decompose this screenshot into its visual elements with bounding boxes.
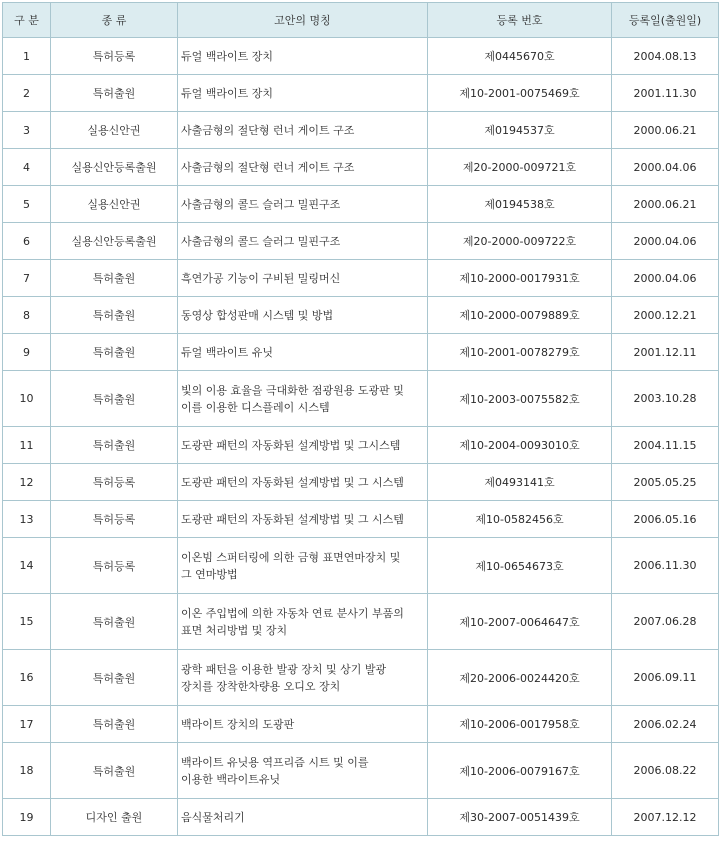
row-name: 사출금형의 절단형 런너 게이트 구조: [178, 149, 428, 186]
row-type: 특허출원: [51, 594, 178, 650]
row-date: 2000.06.21: [612, 186, 719, 223]
row-name: 사출금형의 콜드 슬러그 밀핀구조: [178, 186, 428, 223]
row-name: 음식물처리기: [178, 799, 428, 836]
row-name: 사출금형의 콜드 슬러그 밀핀구조: [178, 223, 428, 260]
row-name-line: 빛의 이용 효율을 극대화한 점광원용 도광판 및: [181, 383, 404, 397]
row-name-line: 광학 패턴을 이용한 발광 장치 및 상기 발광: [181, 662, 387, 676]
row-number: 19: [3, 799, 51, 836]
row-date: 2000.04.06: [612, 260, 719, 297]
row-reg-no: 제10-2003-0075582호: [428, 371, 612, 427]
row-name: 도광판 패턴의 자동화된 설계방법 및 그 시스템: [178, 501, 428, 538]
row-type: 특허출원: [51, 334, 178, 371]
row-name-line: 장치를 장착한차량용 오디오 장치: [181, 679, 341, 693]
row-type: 특허출원: [51, 260, 178, 297]
row-name: 사출금형의 절단형 런너 게이트 구조: [178, 112, 428, 149]
row-number: 15: [3, 594, 51, 650]
row-type: 특허출원: [51, 650, 178, 706]
row-reg-no: 제10-2004-0093010호: [428, 427, 612, 464]
table-row: [3, 334, 719, 371]
row-date: 2004.11.15: [612, 427, 719, 464]
row-reg-no: 제20-2000-009722호: [428, 223, 612, 260]
row-number: 17: [3, 706, 51, 743]
patent-table: [2, 2, 719, 836]
row-type: 특허출원: [51, 743, 178, 799]
row-type: 특허등록: [51, 501, 178, 538]
row-name-line: 이용한 백라이트유닛: [181, 772, 281, 786]
row-reg-no: 제10-2006-0079167호: [428, 743, 612, 799]
row-name-line: 표면 처리방법 및 장치: [181, 623, 288, 637]
row-type: 실용신안등록출원: [51, 149, 178, 186]
row-name-line: 이온빔 스퍼터링에 의한 금형 표면연마장치 및: [181, 550, 401, 564]
row-date: 2006.05.16: [612, 501, 719, 538]
row-reg-no: 제20-2006-0024420호: [428, 650, 612, 706]
header-date: 등록일(출원일): [612, 3, 719, 38]
table-row: [3, 743, 719, 799]
row-type: 특허출원: [51, 297, 178, 334]
row-reg-no: 제30-2007-0051439호: [428, 799, 612, 836]
table-row: [3, 501, 719, 538]
row-reg-no: 제10-2007-0064647호: [428, 594, 612, 650]
table-row: [3, 297, 719, 334]
row-number: 16: [3, 650, 51, 706]
row-name: [178, 743, 428, 799]
row-number: 12: [3, 464, 51, 501]
row-type: 디자인 출원: [51, 799, 178, 836]
header-no: 구 분: [3, 3, 51, 38]
row-name: 도광판 패턴의 자동화된 설계방법 및 그 시스템: [178, 464, 428, 501]
row-date: 2006.08.22: [612, 743, 719, 799]
row-name: 도광판 패턴의 자동화된 설계방법 및 그시스템: [178, 427, 428, 464]
row-number: 14: [3, 538, 51, 594]
row-type: 특허등록: [51, 538, 178, 594]
row-type: 특허출원: [51, 371, 178, 427]
row-reg-no: 제0445670호: [428, 38, 612, 75]
row-reg-no: 제10-0654673호: [428, 538, 612, 594]
row-type: 실용신안권: [51, 112, 178, 149]
table-header-row: [3, 3, 719, 38]
row-number: 5: [3, 186, 51, 223]
table-row: [3, 371, 719, 427]
row-date: 2003.10.28: [612, 371, 719, 427]
row-reg-no: 제10-0582456호: [428, 501, 612, 538]
table-row: [3, 75, 719, 112]
row-date: 2001.11.30: [612, 75, 719, 112]
table-row: [3, 464, 719, 501]
row-reg-no: 제10-2001-0075469호: [428, 75, 612, 112]
row-date: 2005.05.25: [612, 464, 719, 501]
row-name-line: 백라이트 유닛용 역프리즘 시트 및 이를: [181, 755, 369, 769]
table-row: [3, 223, 719, 260]
row-reg-no: 제0194538호: [428, 186, 612, 223]
row-number: 2: [3, 75, 51, 112]
row-number: 9: [3, 334, 51, 371]
table-row: [3, 706, 719, 743]
row-number: 7: [3, 260, 51, 297]
row-date: 2000.12.21: [612, 297, 719, 334]
row-date: 2004.08.13: [612, 38, 719, 75]
row-date: 2006.02.24: [612, 706, 719, 743]
row-name: 백라이트 장치의 도광판: [178, 706, 428, 743]
table-row: [3, 38, 719, 75]
table-row: [3, 594, 719, 650]
row-date: 2006.11.30: [612, 538, 719, 594]
row-date: 2006.09.11: [612, 650, 719, 706]
row-reg-no: 제10-2006-0017958호: [428, 706, 612, 743]
row-name: 동영상 합성판매 시스템 및 방법: [178, 297, 428, 334]
row-type: 특허출원: [51, 427, 178, 464]
row-reg-no: 제10-2000-0079889호: [428, 297, 612, 334]
row-name-line: 그 연마방법: [181, 567, 238, 581]
row-number: 8: [3, 297, 51, 334]
row-number: 10: [3, 371, 51, 427]
row-name: 흑연가공 기능이 구비된 밀링머신: [178, 260, 428, 297]
row-reg-no: 제10-2000-0017931호: [428, 260, 612, 297]
row-number: 4: [3, 149, 51, 186]
row-type: 특허출원: [51, 706, 178, 743]
row-number: 1: [3, 38, 51, 75]
row-name: [178, 594, 428, 650]
row-date: 2000.04.06: [612, 223, 719, 260]
row-date: 2007.06.28: [612, 594, 719, 650]
row-reg-no: 제10-2001-0078279호: [428, 334, 612, 371]
table-row: [3, 149, 719, 186]
table-row: [3, 799, 719, 836]
row-name: [178, 538, 428, 594]
row-type: 특허등록: [51, 464, 178, 501]
table-row: [3, 260, 719, 297]
row-name: [178, 371, 428, 427]
row-reg-no: 제20-2000-009721호: [428, 149, 612, 186]
row-name: 듀얼 백라이트 장치: [178, 75, 428, 112]
row-number: 18: [3, 743, 51, 799]
row-name: 듀얼 백라이트 유닛: [178, 334, 428, 371]
row-name-line: 이를 이용한 디스플레이 시스템: [181, 400, 330, 414]
row-type: 실용신안등록출원: [51, 223, 178, 260]
row-date: 2007.12.12: [612, 799, 719, 836]
row-date: 2000.04.06: [612, 149, 719, 186]
table-row: [3, 186, 719, 223]
row-type: 특허등록: [51, 38, 178, 75]
table-row: [3, 112, 719, 149]
table-row: [3, 650, 719, 706]
row-reg-no: 제0493141호: [428, 464, 612, 501]
row-number: 6: [3, 223, 51, 260]
row-type: 실용신안권: [51, 186, 178, 223]
header-type: 종 류: [51, 3, 178, 38]
row-type: 특허출원: [51, 75, 178, 112]
table-body: [3, 38, 719, 836]
row-date: 2001.12.11: [612, 334, 719, 371]
row-name: [178, 650, 428, 706]
row-number: 11: [3, 427, 51, 464]
row-name-line: 이온 주입법에 의한 자동차 연료 분사기 부품의: [181, 606, 404, 620]
row-number: 3: [3, 112, 51, 149]
row-date: 2000.06.21: [612, 112, 719, 149]
header-reg-no: 등록 번호: [428, 3, 612, 38]
row-name: 듀얼 백라이트 장치: [178, 38, 428, 75]
row-reg-no: 제0194537호: [428, 112, 612, 149]
table-row: [3, 538, 719, 594]
header-name: 고안의 명칭: [178, 3, 428, 38]
row-number: 13: [3, 501, 51, 538]
table-row: [3, 427, 719, 464]
